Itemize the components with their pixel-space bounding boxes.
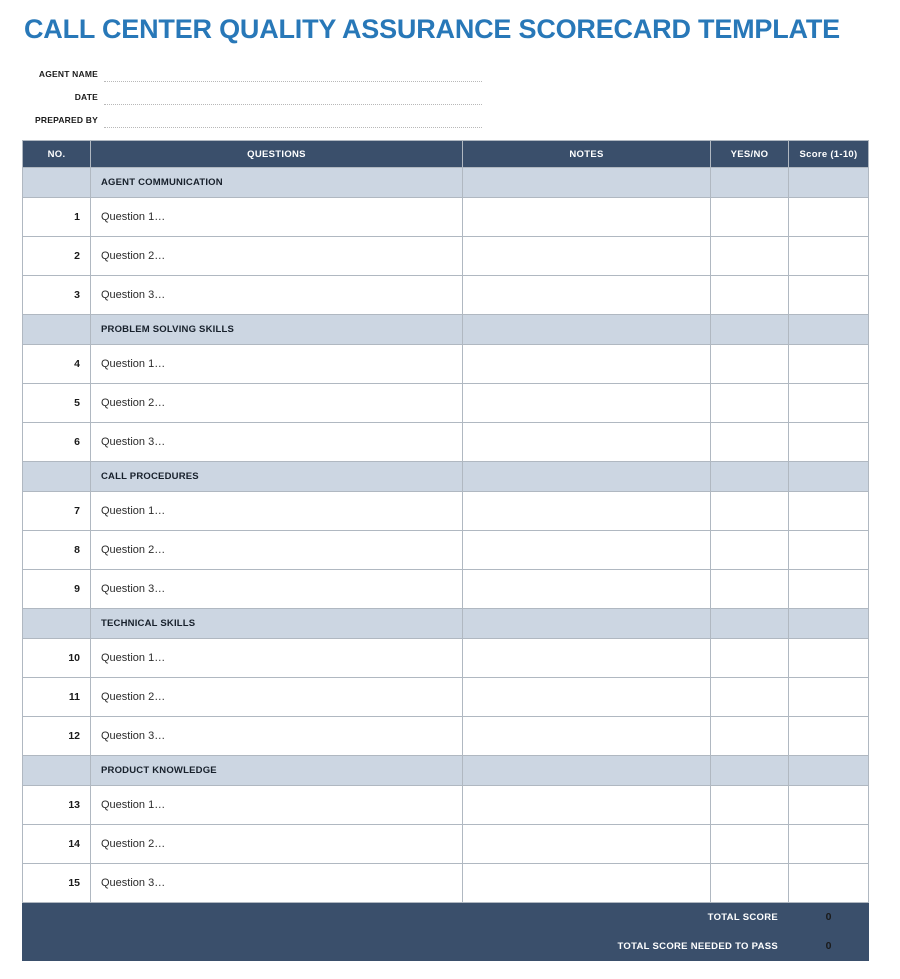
- row-number: 12: [23, 717, 91, 756]
- question-cell[interactable]: Question 1…: [91, 786, 463, 825]
- yesno-cell[interactable]: [711, 786, 789, 825]
- section-score-cell: [789, 315, 869, 345]
- row-number: 2: [23, 237, 91, 276]
- section-yesno-cell: [711, 315, 789, 345]
- meta-row-agent-name: [22, 59, 870, 82]
- section-no-cell: [23, 315, 91, 345]
- yesno-cell[interactable]: [711, 345, 789, 384]
- notes-cell[interactable]: [463, 276, 711, 315]
- notes-cell[interactable]: [463, 864, 711, 903]
- prepared-by-input[interactable]: [104, 110, 482, 128]
- section-score-cell: [789, 756, 869, 786]
- row-number: 10: [23, 639, 91, 678]
- row-number: 9: [23, 570, 91, 609]
- table-row: [23, 639, 869, 678]
- yesno-cell[interactable]: [711, 825, 789, 864]
- section-score-cell: [789, 168, 869, 198]
- table-row: [23, 864, 869, 903]
- total-label: TOTAL SCORE NEEDED TO PASS: [23, 932, 789, 961]
- row-number: 3: [23, 276, 91, 315]
- yesno-cell[interactable]: [711, 492, 789, 531]
- section-row: [23, 168, 869, 198]
- total-row: [23, 932, 869, 961]
- table-header-row: [23, 141, 869, 168]
- column-header-questions: QUESTIONS: [91, 141, 463, 168]
- section-notes-cell: [463, 462, 711, 492]
- yesno-cell[interactable]: [711, 423, 789, 462]
- section-notes-cell: [463, 315, 711, 345]
- table-row: [23, 717, 869, 756]
- question-cell[interactable]: Question 2…: [91, 678, 463, 717]
- row-number: 15: [23, 864, 91, 903]
- notes-cell[interactable]: [463, 570, 711, 609]
- section-row: [23, 609, 869, 639]
- section-title: CALL PROCEDURES: [91, 462, 463, 492]
- table-body: [23, 168, 869, 903]
- score-cell[interactable]: [789, 237, 869, 276]
- table-row: [23, 384, 869, 423]
- table-footer: [23, 903, 869, 961]
- scorecard-table: [22, 140, 869, 961]
- score-cell[interactable]: [789, 864, 869, 903]
- agent-name-input[interactable]: [104, 64, 482, 82]
- table-row: [23, 786, 869, 825]
- section-no-cell: [23, 756, 91, 786]
- question-cell[interactable]: Question 1…: [91, 198, 463, 237]
- column-header-no: NO.: [23, 141, 91, 168]
- table-row: [23, 423, 869, 462]
- table-row: [23, 570, 869, 609]
- section-row: [23, 315, 869, 345]
- section-title: PROBLEM SOLVING SKILLS: [91, 315, 463, 345]
- yesno-cell[interactable]: [711, 570, 789, 609]
- section-row: [23, 756, 869, 786]
- section-yesno-cell: [711, 462, 789, 492]
- section-notes-cell: [463, 168, 711, 198]
- notes-cell[interactable]: [463, 678, 711, 717]
- score-cell[interactable]: [789, 384, 869, 423]
- notes-cell[interactable]: [463, 423, 711, 462]
- date-input[interactable]: [104, 87, 482, 105]
- question-cell[interactable]: Question 1…: [91, 345, 463, 384]
- notes-cell[interactable]: [463, 198, 711, 237]
- score-cell[interactable]: [789, 345, 869, 384]
- row-number: 11: [23, 678, 91, 717]
- question-cell[interactable]: Question 1…: [91, 492, 463, 531]
- table-row: [23, 237, 869, 276]
- section-title: PRODUCT KNOWLEDGE: [91, 756, 463, 786]
- notes-cell[interactable]: [463, 237, 711, 276]
- yesno-cell[interactable]: [711, 864, 789, 903]
- section-no-cell: [23, 168, 91, 198]
- notes-cell[interactable]: [463, 492, 711, 531]
- yesno-cell[interactable]: [711, 717, 789, 756]
- notes-cell[interactable]: [463, 531, 711, 570]
- notes-cell[interactable]: [463, 717, 711, 756]
- question-cell[interactable]: Question 2…: [91, 237, 463, 276]
- notes-cell[interactable]: [463, 384, 711, 423]
- score-cell[interactable]: [789, 423, 869, 462]
- section-no-cell: [23, 609, 91, 639]
- table-row: [23, 531, 869, 570]
- meta-row-prepared-by: [22, 105, 870, 128]
- section-row: [23, 462, 869, 492]
- table-row: [23, 492, 869, 531]
- yesno-cell[interactable]: [711, 639, 789, 678]
- yesno-cell[interactable]: [711, 198, 789, 237]
- score-cell[interactable]: [789, 492, 869, 531]
- total-value[interactable]: 0: [789, 903, 869, 932]
- column-header-notes: NOTES: [463, 141, 711, 168]
- section-notes-cell: [463, 609, 711, 639]
- table-row: [23, 276, 869, 315]
- column-header-yesno: YES/NO: [711, 141, 789, 168]
- score-cell[interactable]: [789, 531, 869, 570]
- table-header: [23, 141, 869, 168]
- row-number: 1: [23, 198, 91, 237]
- question-cell[interactable]: Question 2…: [91, 825, 463, 864]
- meta-fields: [22, 59, 870, 128]
- table-row: [23, 198, 869, 237]
- section-no-cell: [23, 462, 91, 492]
- score-cell[interactable]: [789, 678, 869, 717]
- page-title: CALL CENTER QUALITY ASSURANCE SCORECARD TEMPLATE: [24, 14, 840, 44]
- meta-label-date: DATE: [74, 92, 98, 102]
- question-cell[interactable]: Question 3…: [91, 570, 463, 609]
- table-row: [23, 345, 869, 384]
- score-cell[interactable]: [789, 825, 869, 864]
- score-cell[interactable]: [789, 786, 869, 825]
- notes-cell[interactable]: [463, 345, 711, 384]
- row-number: 14: [23, 825, 91, 864]
- section-title: TECHNICAL SKILLS: [91, 609, 463, 639]
- meta-label-agent-name: AGENT NAME: [38, 69, 98, 79]
- score-cell[interactable]: [789, 198, 869, 237]
- row-number: 7: [23, 492, 91, 531]
- question-cell[interactable]: Question 3…: [91, 864, 463, 903]
- table-row: [23, 678, 869, 717]
- table-row: [23, 825, 869, 864]
- total-label: TOTAL SCORE: [23, 903, 789, 932]
- row-number: 13: [23, 786, 91, 825]
- column-header-score: Score (1-10): [789, 141, 869, 168]
- section-yesno-cell: [711, 756, 789, 786]
- score-cell[interactable]: [789, 717, 869, 756]
- row-number: 8: [23, 531, 91, 570]
- total-value[interactable]: 0: [789, 932, 869, 961]
- score-cell[interactable]: [789, 570, 869, 609]
- row-number: 5: [23, 384, 91, 423]
- yesno-cell[interactable]: [711, 237, 789, 276]
- notes-cell[interactable]: [463, 825, 711, 864]
- yesno-cell[interactable]: [711, 384, 789, 423]
- question-cell[interactable]: Question 3…: [91, 276, 463, 315]
- meta-row-date: [22, 82, 870, 105]
- notes-cell[interactable]: [463, 786, 711, 825]
- question-cell[interactable]: Question 2…: [91, 384, 463, 423]
- row-number: 4: [23, 345, 91, 384]
- yesno-cell[interactable]: [711, 276, 789, 315]
- section-title: AGENT COMMUNICATION: [91, 168, 463, 198]
- question-cell[interactable]: Question 2…: [91, 531, 463, 570]
- total-row: [23, 903, 869, 932]
- meta-label-prepared-by: PREPARED BY: [35, 115, 98, 125]
- section-score-cell: [789, 462, 869, 492]
- yesno-cell[interactable]: [711, 531, 789, 570]
- section-yesno-cell: [711, 609, 789, 639]
- row-number: 6: [23, 423, 91, 462]
- yesno-cell[interactable]: [711, 678, 789, 717]
- score-cell[interactable]: [789, 276, 869, 315]
- question-cell[interactable]: Question 1…: [91, 639, 463, 678]
- notes-cell[interactable]: [463, 639, 711, 678]
- section-score-cell: [789, 609, 869, 639]
- section-yesno-cell: [711, 168, 789, 198]
- score-cell[interactable]: [789, 639, 869, 678]
- question-cell[interactable]: Question 3…: [91, 423, 463, 462]
- section-notes-cell: [463, 756, 711, 786]
- question-cell[interactable]: Question 3…: [91, 717, 463, 756]
